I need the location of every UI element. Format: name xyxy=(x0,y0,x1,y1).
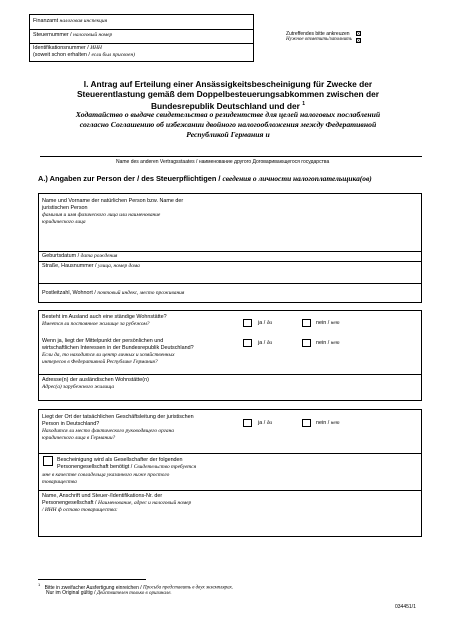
street-field[interactable]: Straße, Hausnummer / улица, номер дома xyxy=(42,263,140,269)
birth-date-field[interactable]: Geburtsdatum / дата рождения xyxy=(42,253,118,259)
residence-yes-label: ja / да xyxy=(258,320,273,326)
interests-no-checkbox[interactable] xyxy=(302,339,311,347)
legend-x-mark-1: X xyxy=(357,31,361,36)
postal-field[interactable]: Postleitzahl, Wohnort / почтовый индекс, место проживания xyxy=(42,290,185,296)
field-identifikationsnummer[interactable]: Identifikationsnummer / ИНН (soweit schon erhalten / если был присвоен) xyxy=(33,45,135,58)
person-box xyxy=(38,193,422,303)
heading: I. Antrag auf Erteilung einer Ansässigkeitsbescheinigung für Zwecke der Steuerentlastung gemäß dem Doppelbesteuerungsabkommen zwischen der Bundesrepublik Deutschland und der $^1$ xyxy=(76,79,380,111)
residence-yes-checkbox[interactable] xyxy=(243,319,252,327)
interests-no-label: nein / нет xyxy=(316,340,340,346)
residence-box xyxy=(38,310,422,401)
footnote-line-2: Nur im Original gültig / Действителен только в оригинале. xyxy=(46,590,172,596)
management-yes-label: ja / да xyxy=(258,420,273,426)
interests-question: Wenn ja, liegt der Mittelpunkt der persönlichen und wirtschaftlichen Interessen in der Bundesrepublik Deutschland? Если да, то находится ли центр личных и хозяйственных интересов в Федеративной Республике Германия? xyxy=(42,338,194,365)
residence-question: Besteht im Ausland auch eine ständige Wohnstätte? Имеется ли постоянное жилище за рубежом? xyxy=(42,314,167,327)
residence-no-checkbox[interactable] xyxy=(302,319,311,327)
contracting-state-caption: Name des anderen Vertragsstaates / наименование другого Договаривающегося государства xyxy=(116,159,330,165)
legend: Zutreffendes bitte ankreuzen Нужное отметить/заполнить xyxy=(286,31,353,42)
tax-office-fields xyxy=(29,14,254,62)
interests-yes-label: ja / да xyxy=(258,340,273,346)
form-number: 034451/1 xyxy=(395,604,416,610)
interests-yes-checkbox[interactable] xyxy=(243,339,252,347)
management-yes-checkbox[interactable] xyxy=(243,419,252,427)
person-name-field[interactable] xyxy=(229,198,419,248)
legend-x-mark-2: X xyxy=(357,38,361,43)
partnership-certificate-checkbox[interactable] xyxy=(43,456,53,466)
partnership-certificate-label-ru: мне в качестве совладельца указанного ниже простого товарищества xyxy=(42,472,170,485)
section-a-title: A.) Angaben zur Person der / des Steuerpflichtigen / сведения о личности налогоплательщика(ов) xyxy=(38,174,372,183)
field-steuernummer[interactable]: Steuernummer / налоговый номер xyxy=(33,32,113,38)
field-finanzamt[interactable]: Finanzamt налоговая инспекция xyxy=(33,18,108,24)
contracting-state-field[interactable] xyxy=(40,156,422,157)
footnote-divider xyxy=(38,579,146,580)
residence-no-label: nein / нет xyxy=(316,320,340,326)
foreign-address-field[interactable]: Adresse(n) der ausländischen Wohnstätte(n) Адрес(а) зарубежного жилища xyxy=(42,377,149,390)
partnership-certificate-label-cont: Personengesellschaft benötigt / Свидетельство требуется xyxy=(57,464,197,470)
footnote: $^1$ Bitte in zweifacher Ausfertigung einreichen / Просьба представить в двух экземплярах. xyxy=(38,582,234,591)
management-no-label: nein / нет xyxy=(316,420,340,426)
person-name-label: Name und Vorname der natürlichen Person bzw. Name der juristischen Person фамилия и имя физического лица или наименование юридического лица xyxy=(42,198,184,225)
management-box xyxy=(38,409,422,537)
partnership-certificate-label: Bescheinigung wird als Gesellschafter der folgenden xyxy=(57,457,183,463)
partnership-details-field[interactable]: Name, Anschrift und Steuer-/Identifikations-Nr. der Personengesellschaft / Наименование, адрес и налоговый номер / ИНН ф оставо товарищества: xyxy=(42,493,192,513)
management-question: Liegt der Ort der tatsächlichen Geschäftsleitung der juristischen Person in Deutschland? Находится ли место фактического руководящего органа юридического лица в Германии? xyxy=(42,414,194,441)
heading-ru: Ходатайство о выдаче свидетельства о резидентстве для целей налоговых послаблений согласно Соглашению об избежании двойного налогообложения между Федеративной Республикой Германия и xyxy=(75,110,381,139)
management-no-checkbox[interactable] xyxy=(302,419,311,427)
